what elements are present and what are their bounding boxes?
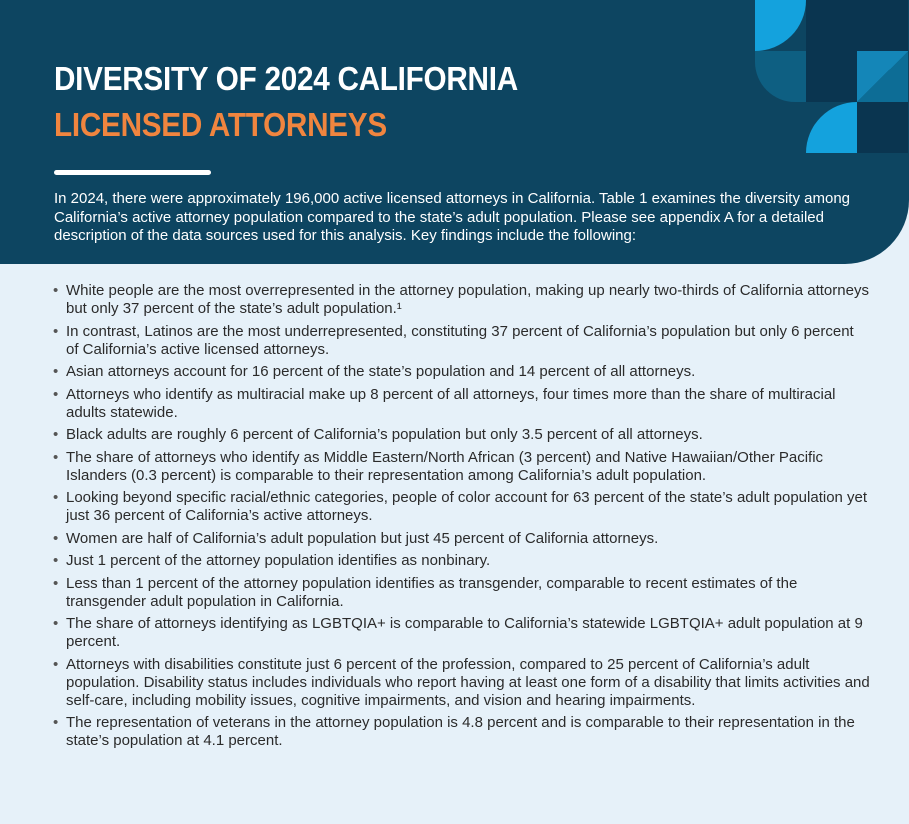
decorative-tile: [806, 0, 857, 51]
finding-item: • The share of attorneys identifying as LGBTQIA+ is comparable to California’s statewide LGBTQIA+ adult population at 9 percent.: [50, 615, 870, 651]
decorative-tile: [806, 102, 857, 153]
finding-item: • In contrast, Latinos are the most underrepresented, constituting 37 percent of California’s population but only 6 percent of California’s active licensed attorneys.: [50, 323, 870, 359]
finding-item: • Women are half of California’s adult population but just 45 percent of California attorneys.: [50, 530, 870, 548]
header-banner: [0, 0, 909, 264]
decorative-tile: [857, 102, 908, 153]
finding-item: • Attorneys with disabilities constitute just 6 percent of the profession, compared to 25 percent of California’s adult population. Disability status includes individuals who report having at least one form of a disability that limits activities and self-care, including mobility issues, cognitive impairments, and vision and hearing impairments.: [50, 656, 870, 710]
finding-item: • Attorneys who identify as multiracial make up 8 percent of all attorneys, four times more than the share of multiracial adults statewide.: [50, 386, 870, 422]
decorative-tile: [857, 51, 908, 102]
title-underline: [54, 170, 211, 175]
decorative-tiles: [755, 0, 909, 153]
finding-item: • Looking beyond specific racial/ethnic categories, people of color account for 63 percent of the state’s adult population yet just 36 percent of California’s active attorneys.: [50, 489, 870, 525]
decorative-tile: [755, 51, 806, 102]
key-findings-list: [50, 282, 870, 755]
decorative-tile: [755, 0, 806, 51]
title-line-2: LICENSED ATTORNEYS: [54, 106, 387, 143]
finding-item: • White people are the most overrepresented in the attorney population, making up nearly two-thirds of California attorneys but only 37 percent of the state’s adult population.¹: [50, 282, 870, 318]
finding-item: • Black adults are roughly 6 percent of California’s population but only 3.5 percent of all attorneys.: [50, 426, 870, 444]
finding-item: • Less than 1 percent of the attorney population identifies as transgender, comparable to recent estimates of the transgender adult population in California.: [50, 575, 870, 611]
finding-item: • Just 1 percent of the attorney population identifies as nonbinary.: [50, 552, 870, 570]
finding-item: • The share of attorneys who identify as Middle Eastern/North African (3 percent) and Native Hawaiian/Other Pacific Islanders (0.3 percent) is comparable to their representation among California’s adult population.: [50, 449, 870, 485]
decorative-tile: [857, 0, 908, 51]
decorative-tile: [806, 51, 857, 102]
finding-item: • Asian attorneys account for 16 percent of the state’s population and 14 percent of all attorneys.: [50, 363, 870, 381]
intro-paragraph: In 2024, there were approximately 196,000 active licensed attorneys in California. Table 1 examines the diversity among California’s active attorney population compared to the state’s adult population. Please see appendix A for a detailed description of the data sources used for this analysis. Key findings include the following:: [54, 190, 851, 244]
page-title: [54, 56, 518, 148]
finding-item: • The representation of veterans in the attorney population is 4.8 percent and is comparable to their representation in the state’s population at 4.1 percent.: [50, 714, 870, 750]
title-line-1: DIVERSITY OF 2024 CALIFORNIA: [54, 60, 518, 97]
